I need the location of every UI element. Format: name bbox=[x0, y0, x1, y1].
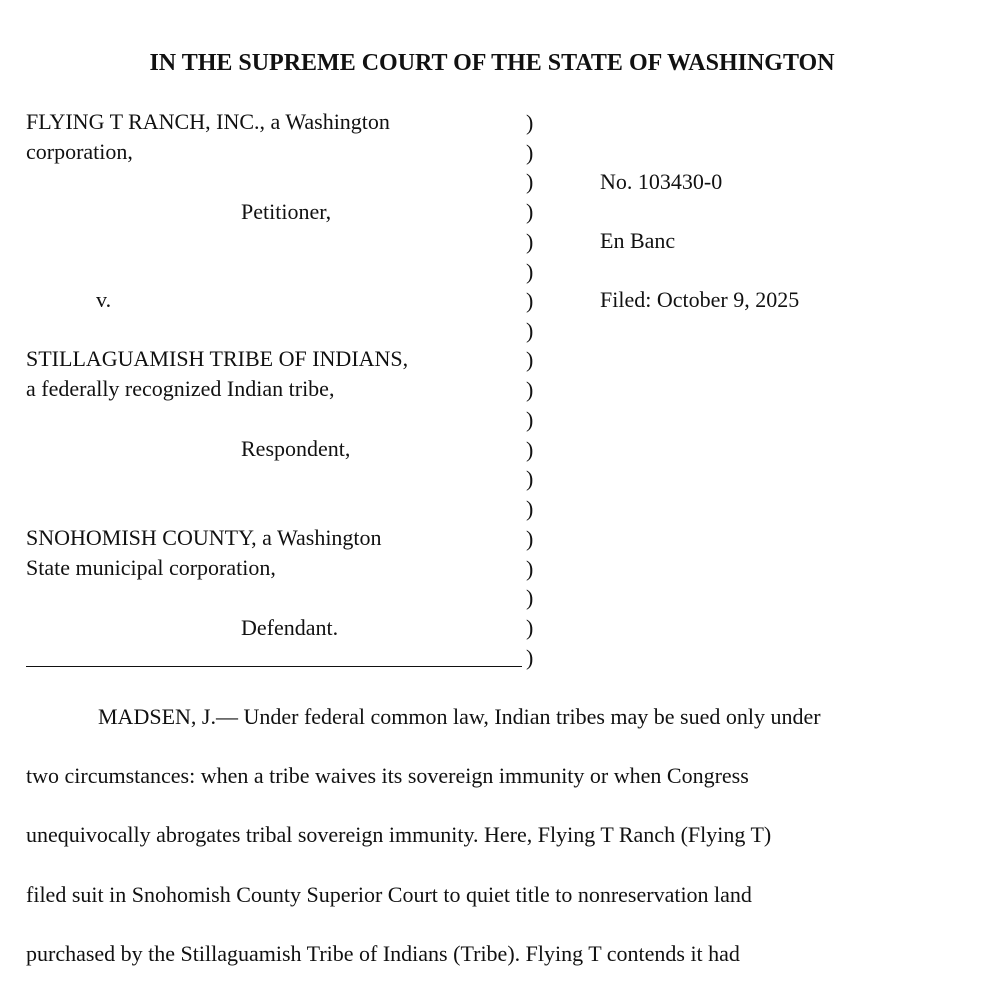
defendant-role: Defendant. bbox=[241, 615, 339, 640]
caption-paren: ) bbox=[526, 318, 534, 343]
petitioner-role: Petitioner, bbox=[241, 199, 332, 224]
caption-paren: ) bbox=[526, 259, 534, 284]
court-title: IN THE SUPREME COURT OF THE STATE OF WASHINGTON bbox=[149, 50, 835, 76]
caption-paren: ) bbox=[526, 347, 534, 372]
caption-paren: ) bbox=[526, 437, 534, 462]
caption-paren: ) bbox=[526, 199, 534, 224]
caption-paren: ) bbox=[526, 496, 534, 521]
petitioner-name-line2: corporation, bbox=[26, 139, 133, 164]
caption-paren: ) bbox=[526, 556, 534, 581]
opinion-line: purchased by the Stillaguamish Tribe of Indians (Tribe). Flying T contends it had bbox=[26, 941, 740, 966]
defendant-name-line2: State municipal corporation, bbox=[26, 555, 276, 580]
caption-paren: ) bbox=[526, 585, 534, 610]
caption-paren: ) bbox=[526, 288, 534, 313]
respondent-role: Respondent, bbox=[241, 436, 351, 461]
defendant-name-line1: SNOHOMISH COUNTY, a Washington bbox=[26, 525, 382, 550]
respondent-name-line1: STILLAGUAMISH TRIBE OF INDIANS, bbox=[26, 346, 409, 371]
caption-underline bbox=[26, 666, 522, 667]
respondent-name-line2: a federally recognized Indian tribe, bbox=[26, 376, 335, 401]
opinion-line: unequivocally abrogates tribal sovereign immunity. Here, Flying T Ranch (Flying T) bbox=[26, 822, 772, 847]
opinion-line: two circumstances: when a tribe waives its sovereign immunity or when Congress bbox=[26, 763, 749, 788]
case-number: No. 103430-0 bbox=[600, 169, 723, 194]
versus-label: v. bbox=[96, 287, 112, 312]
caption-paren: ) bbox=[526, 407, 534, 432]
opinion-line: MADSEN, J.— Under federal common law, Indian tribes may be sued only under bbox=[98, 704, 821, 729]
case-filed-date: Filed: October 9, 2025 bbox=[600, 287, 800, 312]
caption-paren: ) bbox=[526, 110, 534, 135]
caption-paren: ) bbox=[526, 140, 534, 165]
caption-paren: ) bbox=[526, 615, 534, 640]
caption-paren: ) bbox=[526, 466, 534, 491]
caption-paren: ) bbox=[526, 169, 534, 194]
petitioner-name-line1: FLYING T RANCH, INC., a Washington bbox=[26, 109, 390, 134]
caption-paren: ) bbox=[526, 645, 534, 670]
caption-paren: ) bbox=[526, 377, 534, 402]
caption-paren: ) bbox=[526, 229, 534, 254]
case-panel: En Banc bbox=[600, 228, 676, 253]
opinion-line: filed suit in Snohomish County Superior Court to quiet title to nonreservation land bbox=[26, 882, 752, 907]
caption-paren: ) bbox=[526, 526, 534, 551]
